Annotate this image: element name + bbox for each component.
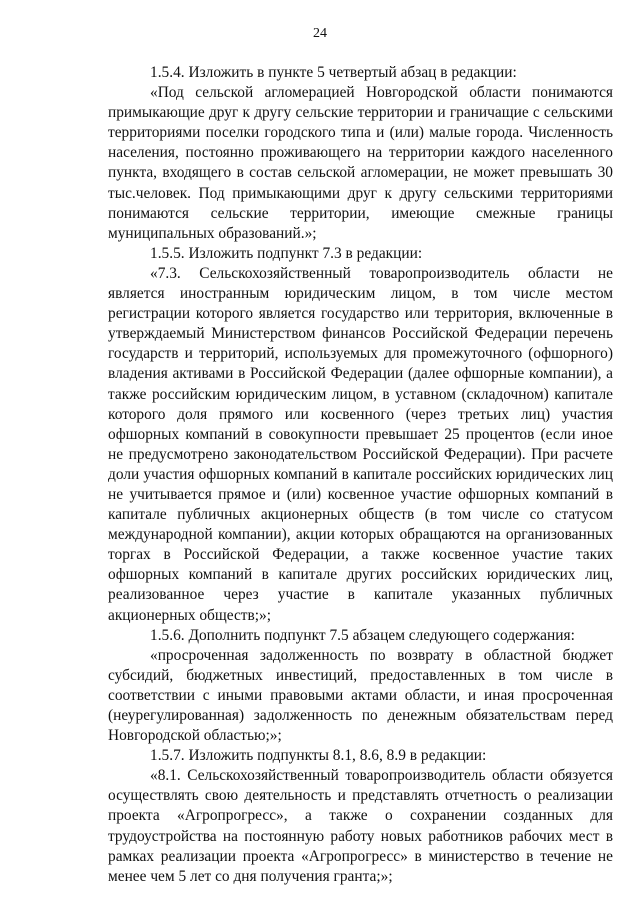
clause-1-5-6-heading: 1.5.6. Дополнить подпункт 7.5 абзацем следующего содержания: [150,626,575,644]
document-body [108,63,613,887]
clause-1-5-7-text: «8.1. Сельскохозяйственный товаропроизводитель области обязуется осуществлять свою деятельность и представлять отчетность о реализации проекта «Агропрогресс», а также о сохранении созданных для трудоустройства на постоянную работу новых работников рабочих мест в рамках реализации проекта «Агропрогресс» в министерство в течение не менее чем 5 лет со дня получения гранта;»; [108,767,613,885]
clause-1-5-4-heading: 1.5.4. Изложить в пункте 5 четвертый абзац в редакции: [150,64,517,81]
clause-1-5-6-text: «просроченная задолженность по возврату в областной бюджет субсидий, бюджетных инвестиций, предоставленных в том числе в соответствии с иными правовыми актами области, и иная просроченная (неурегулированная) задолженность по денежным обязательствам перед Новгородской областью;»; [108,646,613,745]
clause-1-5-5-text: «7.3. Сельскохозяйственный товаропроизводитель области не является иностранным юридическим лицом, в том числе местом регистрации которого является государство или территория, включенные в утверждаемый Министерством финансов Российской Федерации перечень государств и территорий, используемых для промежуточного (офшорного) владения активами в Российской Федерации (далее офшорные компании), а также российским юридическим лицом, в уставном (складочном) капитале которого доля прямого или косвенного (через третьих лиц) участия офшорных компаний в совокупности превышает 25 процентов (если иное не предусмотрено законодательством Российской Федерации). При расчете доли участия офшорных компаний в капитале российских юридических лиц не учитывается прямое и (или) косвенное участие офшорных компаний в капитале публичных акционерных обществ (в том числе со статусом международной компании), акции которых обращаются на организованных торгах в Российской Федерации, а также косвенное участие таких офшорных компаний в капитале других российских юридических лиц, реализованное через участие в капитале указанных публичных акционерных обществ;»; [108,264,613,624]
clause-1-5-7-heading: 1.5.7. Изложить подпункты 8.1, 8.6, 8.9 в редакции: [150,747,487,765]
clause-1-5-5-heading: 1.5.5. Изложить подпункт 7.3 в редакции: [150,244,423,262]
clause-1-5-4-text: «Под сельской агломерацией Новгородской области понимаются примыкающие друг к другу сельские территории и граничащие с сельскими территориями поселки городского типа и (или) малые города. Численность населения, постоянно проживающего на территории каждого населенного пункта, входящего в состав сельской агломерации, не может превышать 30 тыс.человек. Под примыкающими друг к другу сельскими территориями понимаются сельские территории, имеющие смежные границы муниципальных образований.»; [108,84,613,242]
page-number: 24 [313,26,327,41]
